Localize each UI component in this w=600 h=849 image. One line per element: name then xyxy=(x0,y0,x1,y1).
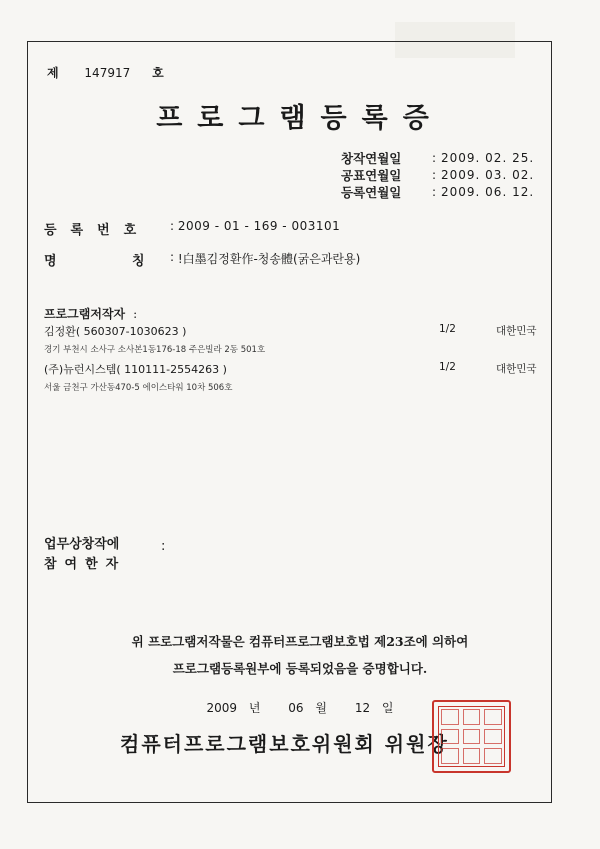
program-name-label: 명 칭 xyxy=(44,254,145,269)
document-title: 프로그램등록증 xyxy=(156,103,444,134)
author-nationality: 대한민국 xyxy=(496,363,537,375)
author-name: (주)뉴런시스템( 110111-2554263 ) xyxy=(44,363,227,376)
author-entry xyxy=(44,361,537,393)
publication-date-row: 공표연월일 : 2009. 03. 02. xyxy=(341,168,535,183)
author-name: 김정환( 560307-1030623 ) xyxy=(44,325,187,338)
author-address: 서울 금천구 가산동470-5 에이스타워 10차 506호 xyxy=(44,383,233,393)
registration-number-label: 등록번호 xyxy=(44,223,151,238)
author-address: 경기 부천시 소사구 소사본1동176-18 주은빌라 2동 501호 xyxy=(44,345,266,355)
number-suffix: 호 xyxy=(152,66,166,80)
author-share: 1/2 xyxy=(439,361,456,373)
official-seal-stamp xyxy=(432,700,511,773)
registration-number-row: 등록번호 : 2009 - 01 - 169 - 003101 xyxy=(44,219,341,238)
work-for-hire-colon: : xyxy=(161,539,166,554)
issue-day: 12 xyxy=(354,701,371,715)
publication-date-label: 공표연월일 xyxy=(341,168,402,183)
issuer-name: 컴퓨터프로그램보호위원회 위원장 xyxy=(120,732,449,756)
program-name-value: !白墨김정환作-청송體(굵은과란용) xyxy=(177,252,361,266)
certificate-number-value: 147917 xyxy=(84,66,131,80)
registration-number-value: 2009 - 01 - 169 - 003101 xyxy=(177,219,341,233)
registration-date-value: 2009. 06. 12. xyxy=(441,185,535,199)
program-name-row: 명 칭 : !白墨김정환作-청송體(굵은과란용) xyxy=(44,250,361,269)
publication-date-value: 2009. 03. 02. xyxy=(441,168,535,182)
work-for-hire-label: 업무상창작에 참여한자 xyxy=(44,537,127,572)
author-entry xyxy=(44,323,537,355)
authors-label: 프로그램저작자 : xyxy=(44,307,138,321)
registration-date-label: 등록연월일 xyxy=(341,185,402,200)
certification-statement: 위 프로그램저작물은 컴퓨터프로그램보호법 제23조에 의하여 프로그램등록원부에 등록되었음을 증명합니다. xyxy=(131,634,469,676)
issue-date: 2009 년 06 월 12 일 xyxy=(206,701,394,715)
author-nationality: 대한민국 xyxy=(496,325,537,337)
creation-date-row: 창작연월일 : 2009. 02. 25. xyxy=(341,151,535,166)
number-prefix: 제 xyxy=(47,66,61,80)
creation-date-label: 창작연월일 xyxy=(341,151,402,166)
issue-month: 06 xyxy=(288,701,304,715)
author-share: 1/2 xyxy=(439,323,456,335)
certificate-number xyxy=(47,64,166,81)
issue-year: 2009 xyxy=(206,701,238,715)
dates-block xyxy=(341,150,534,201)
creation-date-value: 2009. 02. 25. xyxy=(441,151,535,165)
registration-date-row: 등록연월일 : 2009. 06. 12. xyxy=(341,185,535,200)
